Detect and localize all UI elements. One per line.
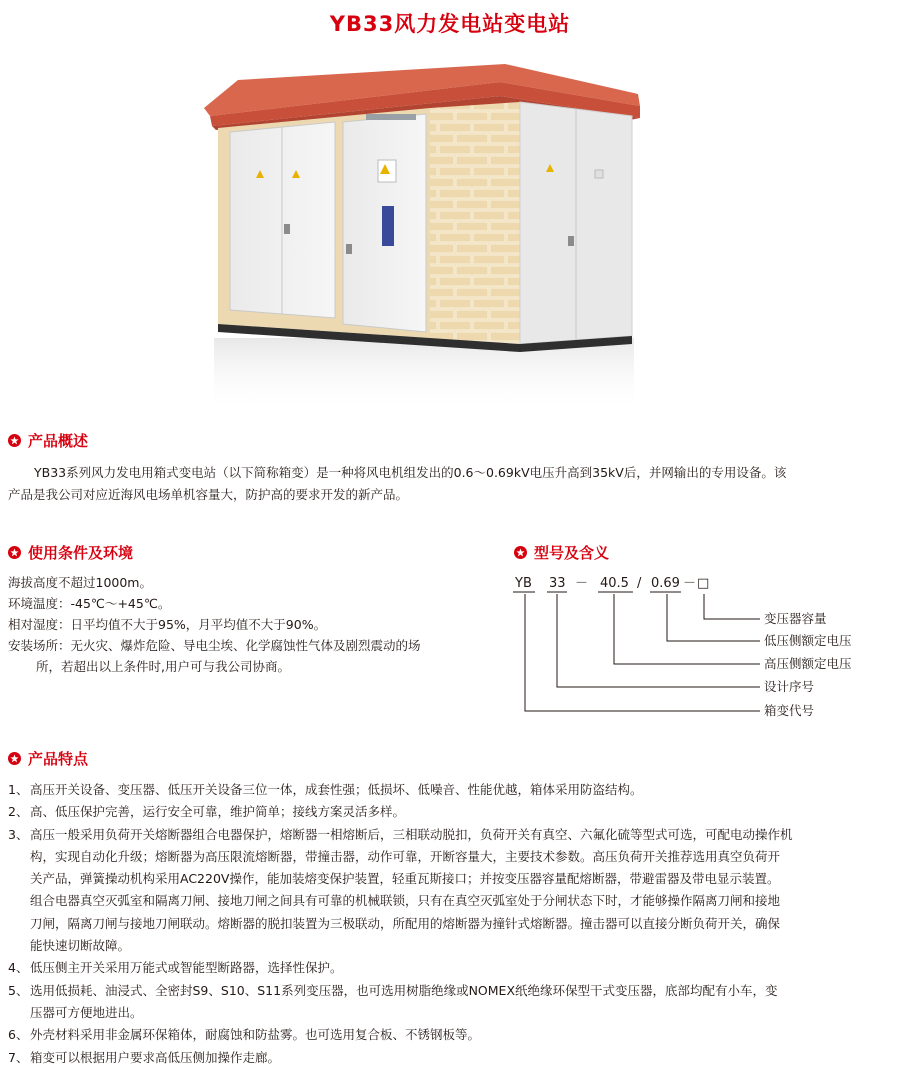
feature-number: 1、 (8, 782, 29, 797)
label-code: 箱变代号 (764, 703, 815, 718)
feature-text-line: 能快速切断故障。 (30, 938, 131, 954)
feature-number: 6、 (8, 1027, 29, 1043)
code-slash: / (637, 576, 642, 591)
feature-number: 7、 (8, 1049, 29, 1065)
condition-altitude: 海拔高度不超过1000m。 (8, 575, 152, 590)
feature-number: 5、 (8, 982, 29, 998)
feature-text-line: 高、低压保护完善，运行安全可靠，维护简单；接线方案灵活多样。 (30, 804, 406, 820)
code-yb: YB (515, 576, 532, 591)
feature-text-line: 高压开关设备、变压器、低压开关设备三位一体，成套性强；低损坏、低噪音、性能优越，箱体采用防盗结构。 (30, 782, 643, 797)
code-hv: 40.5 (600, 576, 629, 591)
feature-text-line: 压器可方便地进出。 (30, 1004, 143, 1020)
star-bullet-icon (8, 546, 21, 559)
feature-item (8, 1024, 898, 1046)
feature-item (8, 957, 898, 979)
condition-site-line-1: 安装场所：无火灾、爆炸危险、导电尘埃、化学腐蚀性气体及剧烈震动的场 (8, 638, 421, 653)
code-dash-1: － (575, 576, 589, 591)
feature-text-line: 关产品，弹簧操动机构采用AC220V操作，能加装熔变保护装置，轻重瓦斯接口；并按变压器容量配熔断器，带避雷器及带电显示装置。 (30, 871, 780, 887)
code-33: 33 (549, 576, 566, 591)
feature-item (8, 779, 898, 801)
code-dash-2: － (683, 576, 697, 591)
condition-temperature: 环境温度：-45℃～+45℃。 (8, 596, 171, 611)
feature-text-line: 外壳材料采用非金属环保箱体，耐腐蚀和防盐雾。也可选用复合板、不锈钢板等。 (30, 1027, 481, 1043)
feature-item (8, 801, 898, 823)
feature-number: 3、 (8, 826, 29, 842)
feature-text-line: 构，实现自动化升级；熔断器为高压限流熔断器，带撞击器，动作可靠，开断容量大，主要技术参数。高压负荷开关推荐选用真空负荷开 (30, 848, 781, 864)
overview-text (8, 462, 898, 506)
condition-site-line-2: 所，若超出以上条件时,用户可与我公司协商。 (36, 659, 290, 674)
feature-number: 2、 (8, 804, 29, 820)
conditions-list (8, 572, 498, 677)
code-box: □ (697, 576, 710, 591)
conditions-heading: 使用条件及环境 (8, 542, 133, 563)
model-designation-diagram (505, 566, 895, 728)
page-title: YB33风力发电站变电站 (329, 12, 571, 36)
feature-item (8, 980, 898, 1025)
features-list (8, 779, 898, 1069)
code-lv: 0.69 (651, 576, 680, 591)
feature-text-line: 箱变可以根据用户要求高低压侧加操作走廊。 (30, 1049, 281, 1065)
label-capacity: 变压器容量 (764, 611, 827, 626)
overview-line-2: 产品是我公司对应近海风电场单机容量大，防护高的要求开发的新产品。 (8, 487, 409, 502)
features-heading: 产品特点 (8, 748, 88, 769)
label-lv-rated: 低压侧额定电压 (764, 633, 852, 648)
star-bullet-icon (8, 434, 21, 447)
condition-humidity: 相对湿度：日平均值不大于95%，月平均值不大于90%。 (8, 617, 327, 632)
overview-line-1: YB33系列风力发电用箱式变电站（以下简称箱变）是一种将风电机组发出的0.6～0.69kV电压升高到35kV后，并网输出的专用设备。该 (34, 465, 787, 480)
model-heading: 型号及含义 (514, 542, 609, 563)
feature-text-line: 刀闸，隔离刀闸与接地刀闸联动。熔断器的脱扣装置为三极联动，所配用的熔断器为撞针式熔断器。撞击器可以直接分断负荷开关，确保 (30, 915, 781, 931)
label-hv-rated: 高压侧额定电压 (764, 656, 852, 671)
overview-heading: 产品概述 (8, 430, 88, 451)
feature-item (8, 1047, 898, 1069)
feature-text-line: 低压侧主开关采用万能式或智能型断路器，选择性保护。 (30, 960, 343, 976)
feature-text-line: 组合电器真空灭弧室和隔离刀闸、接地刀闸之间具有可靠的机械联锁，只有在真空灭弧室处于分闸状态下时，才能够操作隔离刀闸和接地 (30, 893, 781, 909)
feature-text-line: 高压一般采用负荷开关熔断器组合电器保护，熔断器一相熔断后，三相联动脱扣，负荷开关有真空、六氟化硫等型式可选，可配电动操作机 (30, 826, 793, 842)
substation-photo (200, 56, 660, 416)
star-bullet-icon (514, 546, 527, 559)
star-bullet-icon (8, 752, 21, 765)
feature-item (8, 824, 898, 958)
feature-number: 4、 (8, 960, 29, 976)
label-design-seq: 设计序号 (764, 679, 815, 694)
feature-text-line: 选用低损耗、油浸式、全密封S9、S10、S11系列变压器，也可选用树脂绝缘或NOMEX纸绝缘环保型干式变压器，底部均配有小车，变 (30, 982, 778, 998)
